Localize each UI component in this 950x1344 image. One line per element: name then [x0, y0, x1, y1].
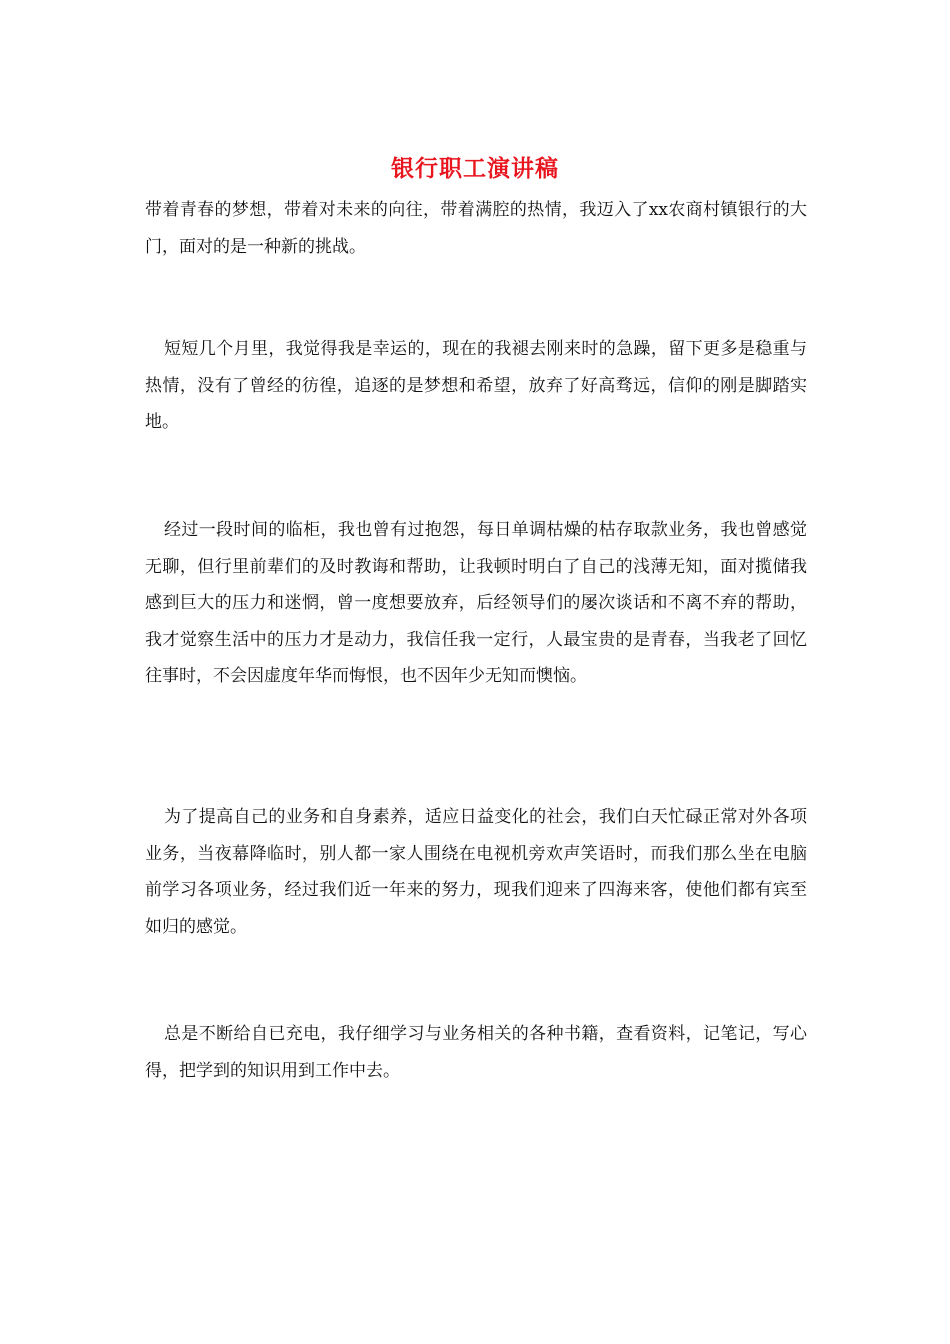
- paragraph-3: 经过一段时间的临柜，我也曾有过抱怨，每日单调枯燥的枯存取款业务，我也曾感觉无聊，但行里前辈们的及时教诲和帮助，让我顿时明白了自己的浅薄无知，面对揽储我感到巨大的压力和迷惘，曾一度想要放弃，后经领导们的屡次谈话和不离不弃的帮助，我才觉察生活中的压力才是动力，我信任我一定行，人最宝贵的是青春，当我老了回忆往事时，不会因虚度年华而悔恨，也不因年少无知而懊恼。: [145, 520, 807, 686]
- paragraph-5: 总是不断给自已充电，我仔细学习与业务相关的各种书籍，查看资料，记笔记，写心得，把学到的知识用到工作中去。: [145, 1024, 807, 1081]
- paragraph-2: 短短几个月里，我觉得我是幸运的，现在的我褪去刚来时的急躁，留下更多是稳重与热情，没有了曾经的彷徨，追逐的是梦想和希望，放弃了好高骛远，信仰的刚是脚踏实地。: [145, 339, 807, 432]
- document-title: 银行职工演讲稿: [391, 155, 559, 182]
- paragraph-4: 为了提高自己的业务和自身素养，适应日益变化的社会，我们白天忙碌正常对外各项业务，当夜幕降临时，别人都一家人围绕在电视机旁欢声笑语时，而我们那么坐在电脑前学习各项业务，经过我们近一年来的努力，现我们迎来了四海来客，使他们都有宾至如归的感觉。: [145, 807, 807, 937]
- paragraph-1: 带着青春的梦想，带着对未来的向往，带着满腔的热情，我迈入了xx农商村镇银行的大门，面对的是一种新的挑战。: [145, 200, 807, 257]
